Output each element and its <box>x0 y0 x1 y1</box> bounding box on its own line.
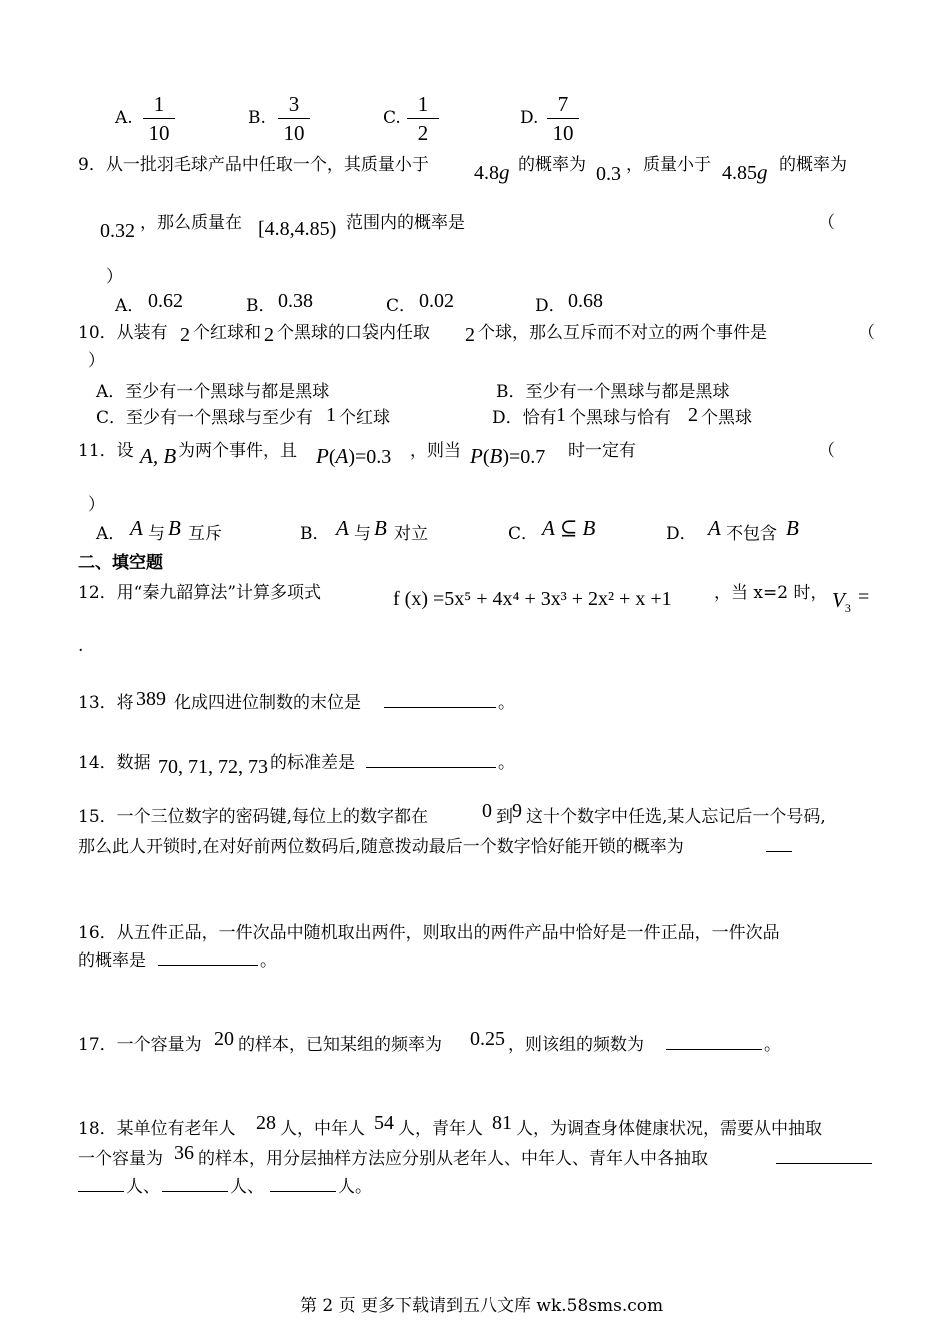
q14-answer-blank <box>366 751 496 768</box>
q11-option-b-x: A <box>336 516 349 540</box>
q10-option-c-text: C．至少有一个黑球与至少有 <box>96 408 314 428</box>
q9-option-a-value: 0.62 <box>148 290 183 312</box>
q9-text-4: 的概率为 <box>779 155 847 175</box>
q9-option-c-label: C． <box>386 296 417 316</box>
q8-option-b-fraction <box>274 92 314 145</box>
q11-option-b-y: B <box>374 516 387 540</box>
q8-option-a-label: A. <box>115 108 133 128</box>
q18-text-line-2b: 的样本，用分层抽样方法应分别从老年人、中年人、青年人中各抽取 <box>198 1149 708 1169</box>
q9-prob-2: 0.32 <box>100 220 135 242</box>
q18-text-line-2a: 一个容量为 <box>78 1149 163 1169</box>
q11-option-c-expr: A ⊆ B <box>542 516 596 540</box>
q11-pb: P(B)=0.7 <box>470 444 546 468</box>
q10-text-1: 10．从装有 <box>78 323 168 343</box>
q11-text-2: 为两个事件，且 <box>178 441 297 461</box>
fraction-numerator: 7 <box>557 92 569 116</box>
q18-unit-3: 人。 <box>338 1177 372 1197</box>
q15-answer-blank <box>766 835 792 852</box>
fraction-bar <box>547 118 579 119</box>
q11-option-a-t: 与 <box>148 524 165 544</box>
q17-num-2: 0.25 <box>470 1028 505 1050</box>
q9-option-d-value: 0.68 <box>568 290 603 312</box>
q10-option-c-num: 1 <box>326 404 336 426</box>
q9-paren-close: ） <box>106 267 123 287</box>
q14-text-2: 的标准差是 <box>270 753 355 773</box>
q18-unit-2: 人、 <box>230 1177 264 1197</box>
fraction-denominator: 2 <box>417 121 429 145</box>
q11-pa: P(A)=0.3 <box>316 444 392 468</box>
q10-text-3: 个黑球的口袋内任取 <box>277 323 430 343</box>
q17-text-3: ，则该组的频数为 <box>508 1035 644 1055</box>
q8-option-c-fraction <box>403 92 443 145</box>
q10-option-d-post: 个黑球 <box>701 408 752 428</box>
fraction-bar <box>407 118 439 119</box>
q10-option-d-mid: 个黑球与恰有 <box>569 408 671 428</box>
q11-text-3: ，则当 <box>410 441 461 461</box>
q18-text-3: 人，青年人 <box>398 1119 483 1139</box>
q18-text-4: 人，为调查身体健康状况，需要从中抽取 <box>516 1119 822 1139</box>
q9-mass-2: 4.85g <box>722 160 768 184</box>
q18-text-1: 18．某单位有老年人 <box>78 1119 236 1139</box>
q9-option-d-label: D． <box>535 296 566 316</box>
q10-option-b: B．至少有一个黑球与都是黑球 <box>496 382 730 402</box>
fraction-bar <box>143 118 175 119</box>
q16-text-line-2: 的概率是 <box>78 951 146 971</box>
q10-num-2: 2 <box>264 324 274 346</box>
q13-number: 389 <box>136 688 166 710</box>
q11-option-a-y: B <box>168 516 181 540</box>
q10-paren-open: （ <box>858 323 875 343</box>
q13-text-2: 化成四进位制数的末位是 <box>174 693 361 713</box>
q9-text-6: 范围内的概率是 <box>346 213 465 233</box>
fraction-numerator: 1 <box>417 92 429 116</box>
q11-option-b-label: B． <box>300 524 330 544</box>
q16-answer-blank <box>158 949 258 966</box>
q18-num-4: 36 <box>174 1142 194 1164</box>
q8-option-a-fraction <box>139 92 179 145</box>
q17-text-1: 17．一个容量为 <box>78 1035 202 1055</box>
q12-dot: . <box>78 636 84 656</box>
q18-unit-1: 人、 <box>126 1177 160 1197</box>
q14-data: 70, 71, 72, 73 <box>158 756 268 778</box>
q15-num-1: 0 <box>482 800 492 822</box>
q9-text-5: ，那么质量在 <box>140 213 242 233</box>
q18-text-2: 人，中年人 <box>280 1119 365 1139</box>
q11-paren-close: ） <box>88 495 105 515</box>
q15-num-2: 9 <box>512 800 522 822</box>
q14-end: 。 <box>498 753 515 773</box>
q9-interval: [4.8,4.85) <box>258 218 337 240</box>
q11-paren-open: （ <box>818 441 835 461</box>
q12-polynomial: f (x) =5x⁵ + 4x⁴ + 3x³ + 2x² + x +1 <box>393 588 672 610</box>
q9-text-1: 9．从一批羽毛球产品中任取一个，其质量小于 <box>78 155 429 175</box>
q15-text-3: 这十个数字中任选,某人忘记后一个号码, <box>526 807 826 827</box>
q11-option-a-label: A． <box>96 524 126 544</box>
q18-num-3: 81 <box>492 1112 512 1134</box>
q8-option-d-fraction <box>543 92 583 145</box>
q17-num-1: 20 <box>214 1028 234 1050</box>
fraction-denominator: 10 <box>148 121 170 145</box>
q13-end: 。 <box>498 693 515 713</box>
q11-events: A, B <box>140 444 177 468</box>
q11-text-1: 11．设 <box>78 441 134 461</box>
q15-text-2: 到 <box>496 807 513 827</box>
q10-option-d-num-2: 2 <box>688 404 698 426</box>
q12-equals: = <box>858 586 870 608</box>
q10-paren-close: ） <box>88 351 105 371</box>
q11-text-4: 时一定有 <box>568 441 636 461</box>
q15-text-1: 15．一个三位数字的密码键,每位上的数字都在 <box>78 807 429 827</box>
q8-option-b-label: B. <box>248 108 266 128</box>
q11-option-a-r: 互斥 <box>188 524 222 544</box>
q14-text-1: 14．数据 <box>78 753 151 773</box>
q9-prob-1: 0.3 <box>596 163 621 185</box>
fraction-denominator: 10 <box>552 121 574 145</box>
q8-option-c-label: C. <box>383 108 401 128</box>
q13-text-1: 13．将 <box>78 693 134 713</box>
fraction-bar <box>278 118 310 119</box>
q10-option-a: A．至少有一个黑球与都是黑球 <box>96 382 330 402</box>
q11-option-b-t: 与 <box>354 524 371 544</box>
q18-answer-blank-2 <box>162 1175 228 1192</box>
q9-text-3: ，质量小于 <box>626 155 711 175</box>
q12-text-2: ，当 x=2 时， <box>714 583 828 603</box>
q11-option-d-label: D． <box>666 524 697 544</box>
q18-answer-blank-1b <box>78 1175 124 1192</box>
q9-option-a-label: A． <box>115 296 145 316</box>
q11-option-b-r: 对立 <box>394 524 428 544</box>
fraction-numerator: 1 <box>153 92 165 116</box>
q9-option-c-value: 0.02 <box>419 290 454 312</box>
q11-option-d-y: B <box>786 516 799 540</box>
fraction-denominator: 10 <box>283 121 305 145</box>
q18-num-2: 54 <box>374 1112 394 1134</box>
q16-end: 。 <box>260 951 277 971</box>
q17-answer-blank <box>666 1033 762 1050</box>
q9-option-b-value: 0.38 <box>278 290 313 312</box>
q10-option-c-post: 个红球 <box>339 408 390 428</box>
q9-paren-open: （ <box>818 213 835 233</box>
q10-option-d-num-1: 1 <box>556 404 566 426</box>
q11-option-a-x: A <box>130 516 143 540</box>
fraction-numerator: 3 <box>288 92 300 116</box>
q10-text-4: 个球，那么互斥而不对立的两个事件是 <box>478 323 767 343</box>
q9-option-b-label: B． <box>246 296 276 316</box>
q18-answer-blank-3 <box>270 1175 336 1192</box>
q10-num-1: 2 <box>180 324 190 346</box>
q10-text-2: 个红球和 <box>193 323 261 343</box>
q9-text-2: 的概率为 <box>518 155 586 175</box>
q13-answer-blank <box>384 691 496 708</box>
q10-option-d-text: D．恰有 <box>492 408 557 428</box>
q12-text-1: 12．用“秦九韶算法”计算多项式 <box>78 583 322 603</box>
q18-num-1: 28 <box>256 1112 276 1134</box>
section-heading-fill-in: 二、填空题 <box>78 553 163 573</box>
q18-answer-blank-1a <box>776 1147 872 1164</box>
q9-mass-1: 4.8g <box>474 160 510 184</box>
q8-option-d-label: D. <box>520 108 539 128</box>
q12-v3: $V_3$ <box>832 588 851 616</box>
q11-option-c-label: C． <box>508 524 539 544</box>
q17-end: 。 <box>764 1035 781 1055</box>
q15-text-line-2: 那么此人开锁时,在对好前两位数码后,随意拨动最后一个数字恰好能开锁的概率为 <box>78 837 684 857</box>
q11-option-d-t: 不包含 <box>726 524 777 544</box>
q17-text-2: 的样本，已知某组的频率为 <box>238 1035 442 1055</box>
q10-num-3: 2 <box>465 324 475 346</box>
q11-option-d-x: A <box>708 516 721 540</box>
q16-text-line-1: 16．从五件正品，一件次品中随机取出两件，则取出的两件产品中恰好是一件正品，一件次品 <box>78 923 780 943</box>
page-footer: 第 2 页 更多下载请到五八文库 wk.58sms.com <box>300 1296 664 1316</box>
